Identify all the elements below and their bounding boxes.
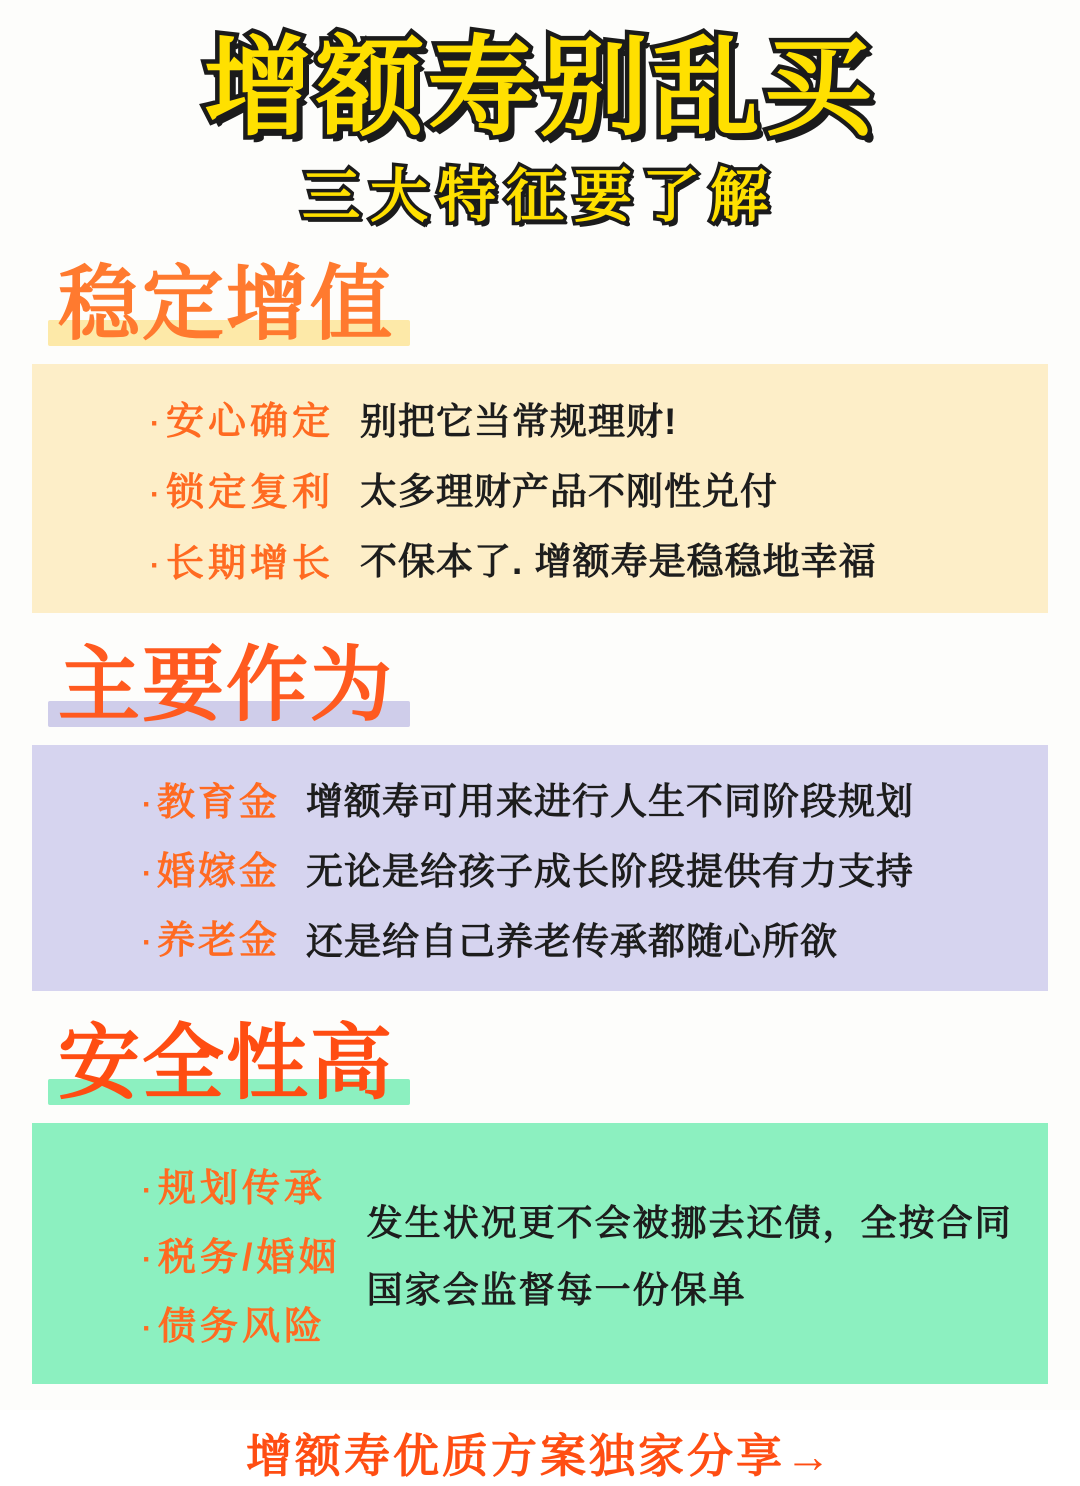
bullet-label: 债务风险: [158, 1306, 327, 1349]
bullet-item: [150, 532, 334, 587]
bullet-list: [66, 771, 280, 964]
bullet-item: [142, 909, 280, 964]
description-line: 还是给自己养老传承都随心所欲: [306, 920, 839, 962]
bullet-dot-icon: ·: [142, 1243, 156, 1277]
section-heading: [48, 258, 404, 350]
bullet-list: [66, 1157, 341, 1350]
section-panel: [32, 364, 1048, 613]
description-line: 不保本了. 增额寿是稳稳地幸福: [360, 541, 877, 583]
bullet-dot-icon: ·: [150, 548, 164, 582]
description-line: 太多理财产品不刚性兑付: [360, 471, 779, 513]
bullet-item: [142, 1157, 341, 1212]
section-heading: [48, 639, 404, 731]
bullet-label: 锁定复利: [166, 471, 335, 514]
bullet-dot-icon: ·: [150, 406, 164, 440]
bullet-list: [66, 390, 334, 587]
description-line: 增额寿可用来进行人生不同阶段规划: [306, 780, 915, 822]
section-heading: [48, 1017, 404, 1109]
bullet-dot-icon: ·: [142, 788, 155, 822]
bullet-item: [150, 390, 334, 445]
bullet-dot-icon: ·: [142, 857, 155, 891]
page-title: 增额寿别乱买: [203, 27, 876, 148]
description-list: [306, 771, 1018, 965]
bullet-item: [142, 1226, 341, 1281]
footer-cta[interactable]: 增额寿优质方案独家分享→: [246, 1430, 834, 1483]
bullet-label: 养老金: [157, 920, 281, 963]
bullet-dot-icon: ·: [142, 1174, 156, 1208]
bullet-dot-icon: ·: [150, 477, 164, 511]
section-panel: [32, 745, 1048, 991]
section-main-purpose: [0, 639, 1080, 991]
bullet-label: 安心确定: [166, 400, 335, 443]
bullet-label: 规划传承: [158, 1168, 327, 1211]
section-heading-label: 主要作为: [58, 639, 395, 731]
bullet-label: 税务/婚姻: [158, 1237, 341, 1280]
description-list: [367, 1195, 1018, 1313]
section-panel: [32, 1123, 1048, 1384]
bullet-label: 长期增长: [166, 542, 335, 585]
title-block: [0, 0, 1080, 232]
bullet-dot-icon: ·: [142, 1312, 156, 1346]
section-high-safety: [0, 1017, 1080, 1384]
section-stable-growth: [0, 258, 1080, 613]
bullet-label: 婚嫁金: [157, 851, 281, 894]
description-line: 无论是给孩子成长阶段提供有力支持: [306, 850, 915, 892]
bullet-item: [142, 840, 280, 895]
bullet-label: 教育金: [157, 782, 281, 825]
bullet-dot-icon: ·: [142, 926, 155, 960]
description-line: 发生状况更不会被挪去还债，全按合同: [366, 1201, 1013, 1243]
section-heading-label: 稳定增值: [58, 258, 395, 350]
bullet-item: [142, 771, 280, 826]
section-heading-label: 安全性高: [58, 1017, 395, 1109]
bullet-item: [142, 1295, 341, 1350]
description-line: 别把它当常规理财!: [360, 401, 678, 443]
description-line: 国家会监督每一份保单: [366, 1268, 747, 1310]
page-subtitle: 三大特征要了解: [301, 164, 778, 230]
description-list: [360, 391, 1018, 585]
bullet-item: [150, 461, 334, 516]
